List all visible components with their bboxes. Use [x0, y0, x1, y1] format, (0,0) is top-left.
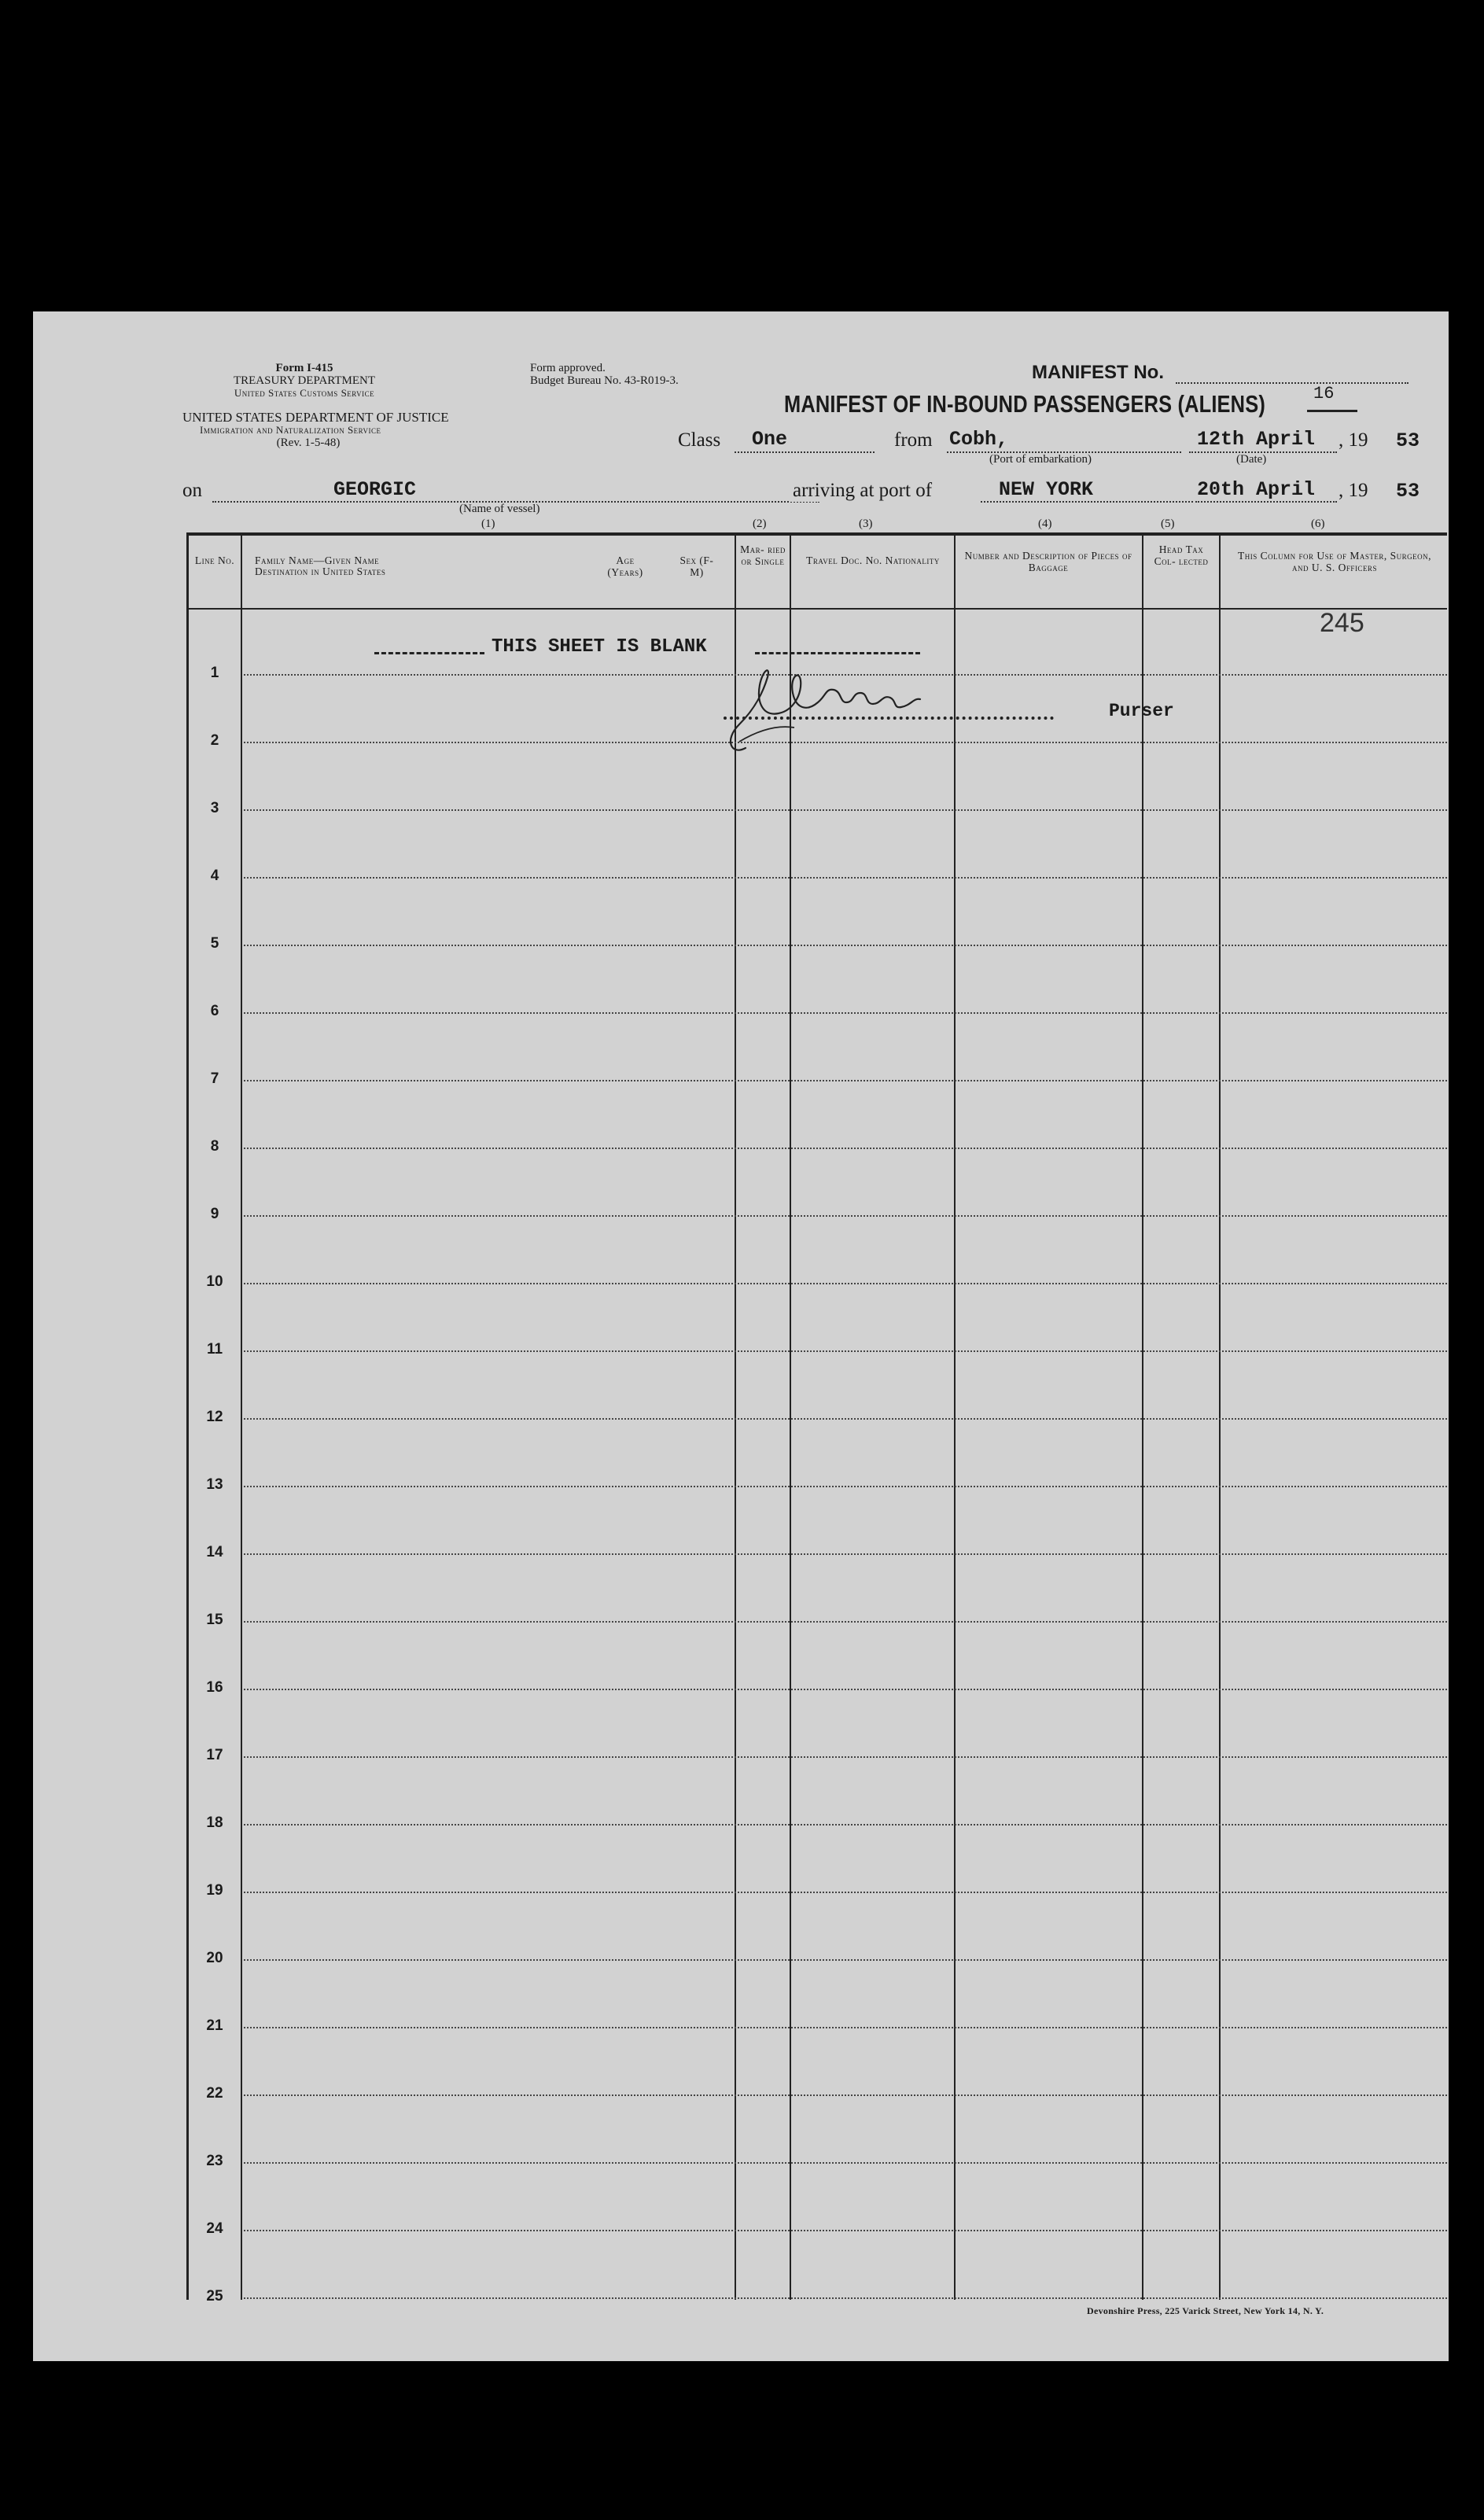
sheet-number: 16	[1313, 384, 1335, 403]
line-number: 2	[210, 732, 219, 749]
table-row	[189, 1352, 1447, 1425]
manifest-no-line	[1176, 382, 1409, 384]
manifest-title: MANIFEST OF IN-BOUND PASSENGERS (ALIENS)	[784, 390, 1265, 418]
line-number: 24	[206, 2220, 223, 2237]
table-row	[189, 1081, 1447, 1155]
from-label: from	[894, 429, 933, 451]
header-baggage: Number and Description of Pieces of Baggage	[964, 550, 1132, 573]
vessel-caption: (Name of vessel)	[459, 503, 540, 515]
class-label: Class	[678, 429, 721, 451]
header-officers: This Column for Use of Master, Surgeon, and U. S. Officers	[1237, 550, 1432, 573]
line-number: 15	[206, 1612, 223, 1628]
header-age: Age (Years)	[607, 554, 643, 578]
header-line-no: Line No.	[194, 554, 235, 566]
class-value: One	[752, 428, 788, 451]
table-row	[189, 2164, 1447, 2237]
year-prefix-2: , 19	[1339, 480, 1368, 501]
arriving-label: arriving at port of	[790, 480, 935, 502]
line-number: 11	[206, 1341, 223, 1358]
table-row	[189, 1690, 1447, 1763]
line-number: 17	[206, 1747, 223, 1763]
blank-dash-left	[374, 652, 484, 654]
table-row	[189, 1217, 1447, 1290]
header-married: Mar- ried or Single	[740, 543, 786, 567]
line-number: 6	[210, 1003, 219, 1019]
immigration-service: Immigration and Naturalization Service	[200, 424, 381, 436]
table-row	[189, 1149, 1447, 1222]
table-row	[189, 1826, 1447, 1899]
on-label: on	[182, 480, 202, 501]
line-number: 18	[206, 1814, 223, 1831]
line-number: 21	[206, 2017, 223, 2034]
column-number-4: (4)	[1038, 518, 1052, 530]
line-number: 1	[210, 665, 219, 681]
table-row	[189, 1014, 1447, 1087]
table-row	[189, 1623, 1447, 1696]
depart-date: 12th April	[1197, 428, 1316, 451]
line-number: 16	[206, 1679, 223, 1696]
depart-year: 53	[1396, 429, 1420, 452]
treasury-department: TREASURY DEPARTMENT	[233, 374, 376, 387]
header-head-tax: Head Tax Col- lected	[1154, 543, 1209, 567]
manifest-no-label: MANIFEST No.	[1032, 362, 1164, 383]
table-row	[189, 1758, 1447, 1831]
line-number: 20	[206, 1950, 223, 1966]
form-approved: Form approved.	[530, 362, 606, 374]
table-row	[189, 1555, 1447, 1628]
table-row	[189, 879, 1447, 952]
port-caption: (Port of embarkation)	[989, 453, 1092, 466]
line-number: 14	[206, 1544, 223, 1560]
table-row	[189, 1893, 1447, 1966]
purser-signature-image	[708, 654, 944, 764]
table-row	[189, 811, 1447, 884]
table-row	[189, 1487, 1447, 1560]
justice-block	[182, 411, 544, 449]
printer-imprint: Devonshire Press, 225 Varick Street, New York 14, N. Y.	[1087, 2305, 1324, 2316]
blank-notice: THIS SHEET IS BLANK	[492, 636, 707, 658]
customs-service: United States Customs Service	[234, 387, 375, 399]
approval-block	[530, 362, 679, 387]
line-number: 9	[210, 1206, 219, 1222]
header-name: Family Name—Given Name	[255, 554, 380, 566]
manifest-sheet	[33, 311, 1449, 2361]
year-prefix-1: , 19	[1339, 429, 1368, 451]
class-line	[735, 451, 875, 453]
line-number: 13	[206, 1476, 223, 1493]
table-row	[189, 1284, 1447, 1358]
line-number: 4	[210, 868, 219, 884]
vessel-name: GEORGIC	[333, 478, 417, 501]
line-number: 5	[210, 935, 219, 952]
table-row	[189, 1420, 1447, 1493]
title-underline	[1307, 410, 1357, 412]
line-number: 10	[206, 1273, 223, 1290]
arrival-port: NEW YORK	[999, 478, 1094, 501]
table-row	[189, 2231, 1447, 2304]
form-number: Form I-415	[275, 362, 333, 374]
arrival-port-line	[981, 501, 1193, 503]
line-number: 12	[206, 1409, 223, 1425]
line-number: 22	[206, 2085, 223, 2102]
column-number-3: (3)	[859, 518, 873, 530]
column-number-1: (1)	[481, 518, 495, 530]
table-row	[189, 2096, 1447, 2169]
arrival-date-line	[1195, 501, 1337, 503]
arrival-year: 53	[1396, 480, 1420, 503]
row-rule	[244, 2297, 1447, 2299]
arrival-date: 20th April	[1197, 478, 1316, 501]
line-number: 3	[210, 800, 219, 816]
date-caption: (Date)	[1236, 453, 1267, 466]
line-number: 8	[210, 1138, 219, 1155]
passenger-table	[186, 532, 1447, 2304]
header-destination: Destination in United States	[255, 566, 386, 577]
purser-title: Purser	[1109, 701, 1174, 721]
column-number-5: (5)	[1161, 518, 1175, 530]
column-number-2: (2)	[753, 518, 767, 530]
line-number: 7	[210, 1070, 219, 1087]
justice-department: UNITED STATES DEPARTMENT OF JUSTICE	[182, 410, 449, 425]
form-header-block	[182, 362, 426, 400]
table-row	[189, 2028, 1447, 2102]
line-number: 23	[206, 2153, 223, 2169]
officer-number: 245	[1320, 608, 1364, 638]
embark-port: Cobh,	[949, 428, 1009, 451]
line-number: 19	[206, 1882, 223, 1899]
form-revision: (Rev. 1-5-48)	[276, 437, 341, 449]
table-row	[189, 946, 1447, 1019]
budget-bureau: Budget Bureau No. 43-R019-3.	[530, 374, 679, 387]
table-row	[189, 1961, 1447, 2034]
column-number-6: (6)	[1311, 518, 1325, 530]
header-travel-doc: Travel Doc. No. Nationality	[806, 554, 940, 566]
line-number: 25	[206, 2288, 223, 2304]
header-sex: Sex (F-M)	[679, 554, 714, 578]
